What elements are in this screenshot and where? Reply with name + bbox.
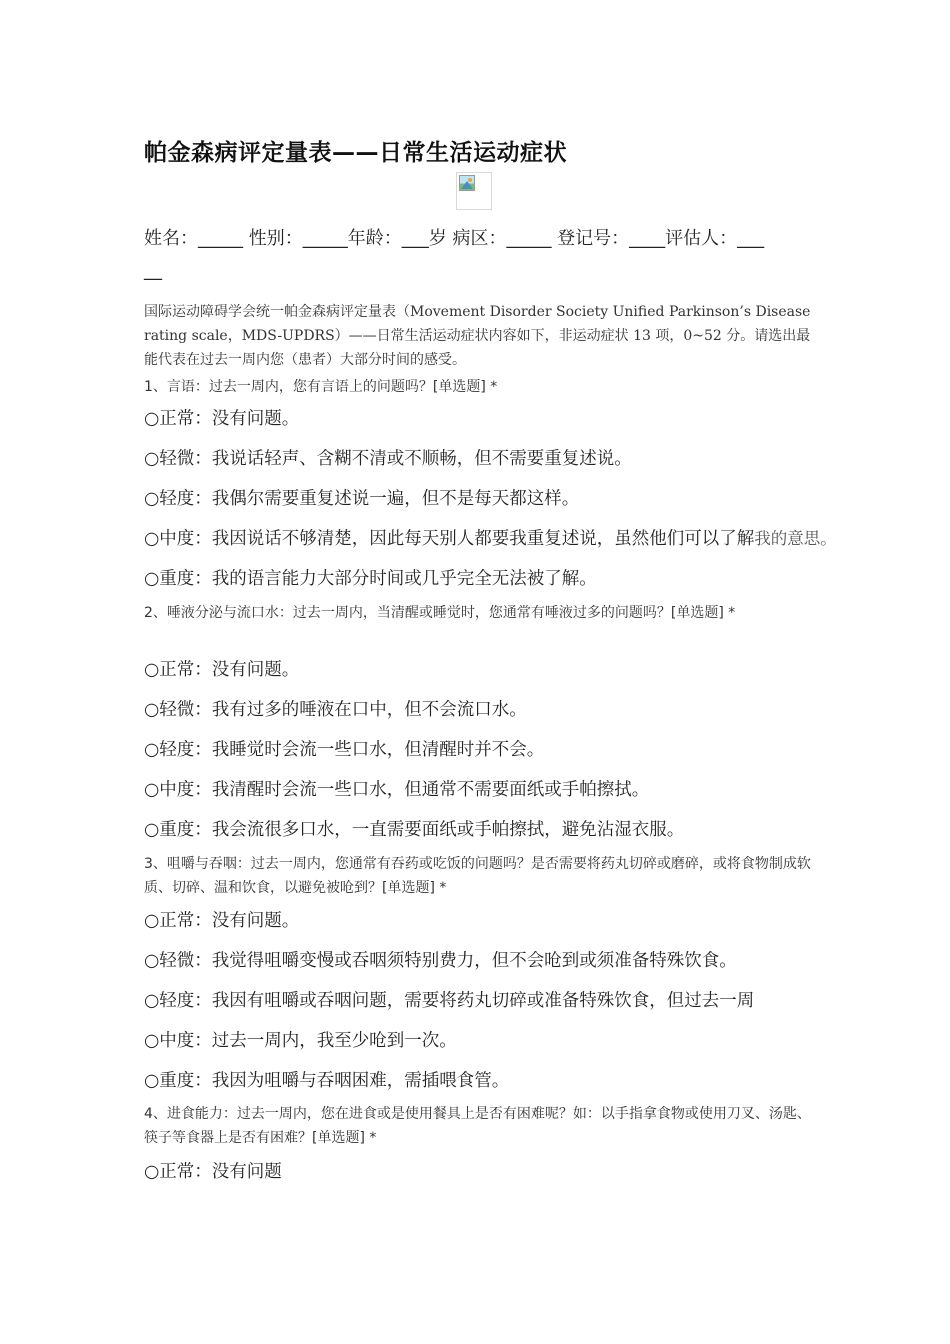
question-4-option-normal[interactable]: ○正常：没有问题: [144, 1162, 282, 1182]
question-3-option-severe[interactable]: ○重度：我因为咀嚼与吞咽困难，需插喂食管。: [144, 1071, 510, 1091]
intro-paragraph: 国际运动障碍学会统一帕金森病评定量表（Movement Disorder Society Unified Parkinson’s Disease rating scale，MDS-UPDRS）——日常生活运动症状内容如下，非运动症状 13 项，0~52 分。请选出最能代表在过去一周内您（患者）大部分时间的感受。: [144, 304, 811, 368]
patient-info-fields: [144, 223, 814, 287]
question-1-option-slight[interactable]: ○轻微：我说话轻声、含糊不清或不顺畅，但不需要重复述说。: [144, 449, 632, 469]
question-2-option-severe[interactable]: ○重度：我会流很多口水，一直需要面纸或手帕擦拭，避免沾湿衣服。: [144, 820, 685, 840]
broken-image-icon: [456, 172, 492, 210]
question-1-option-severe[interactable]: ○重度：我的语言能力大部分时间或几乎完全无法被了解。: [144, 569, 597, 589]
question-1-option-normal[interactable]: ○正常：没有问题。: [144, 409, 300, 429]
question-3-text: 3、咀嚼与吞咽：过去一周内，您通常有吞药或吃饭的问题吗？是否需要将药丸切碎或磨碎，或将食物制成软质、切碎、温和饮食，以避免被呛到？[单选题] *: [144, 856, 811, 896]
question-3-option-normal[interactable]: ○正常：没有问题。: [144, 911, 300, 931]
question-2-text: 2、唾液分泌与流口水：过去一周内，当清醒或睡觉时，您通常有唾液过多的问题吗？[单选题] *: [144, 605, 736, 621]
question-1-option-moderate-main: ○中度：我因说话不够清楚，因此每天别人都要我重复述说，虽然他们可以了解: [144, 529, 755, 549]
question-1-text: 1、言语：过去一周内，您有言语上的问题吗？[单选题] *: [144, 379, 498, 395]
image-placeholder-icon: [459, 175, 475, 191]
question-3-option-moderate[interactable]: ○中度：过去一周内，我至少呛到一次。: [144, 1031, 457, 1051]
question-1-option-moderate[interactable]: [144, 526, 837, 552]
question-1-option-moderate-tail: 我的意思。: [754, 529, 837, 548]
question-2-option-mild[interactable]: ○轻度：我睡觉时会流一些口水，但清醒时并不会。: [144, 740, 545, 760]
question-1-option-mild[interactable]: ○轻度：我偶尔需要重复述说一遍，但不是每天都这样。: [144, 489, 580, 509]
question-4-text: 4、进食能力：过去一周内，您在进食或是使用餐具上是否有困难呢？如：以手指拿食物或使用刀叉、汤匙、筷子等食器上是否有困难？[单选题] *: [144, 1106, 811, 1146]
question-3-option-mild[interactable]: ○轻度：我因有咀嚼或吞咽问题，需要将药丸切碎或准备特殊饮食，但过去一周: [144, 991, 755, 1011]
question-2-option-slight[interactable]: ○轻微：我有过多的唾液在口中，但不会流口水。: [144, 700, 527, 720]
patient-info-line2: __: [144, 260, 162, 281]
question-2-option-normal[interactable]: ○正常：没有问题。: [144, 660, 300, 680]
patient-info-line1: 姓名：_____ 性别：_____年龄：___岁 病区：_____ 登记号：____评估人：___: [144, 228, 765, 249]
page-title: 帕金森病评定量表——日常生活运动症状: [144, 140, 567, 166]
question-2-option-moderate[interactable]: ○中度：我清醒时会流一些口水，但通常不需要面纸或手帕擦拭。: [144, 780, 650, 800]
question-3-option-slight[interactable]: ○轻微：我觉得咀嚼变慢或吞咽须特别费力，但不会呛到或须准备特殊饮食。: [144, 951, 737, 971]
